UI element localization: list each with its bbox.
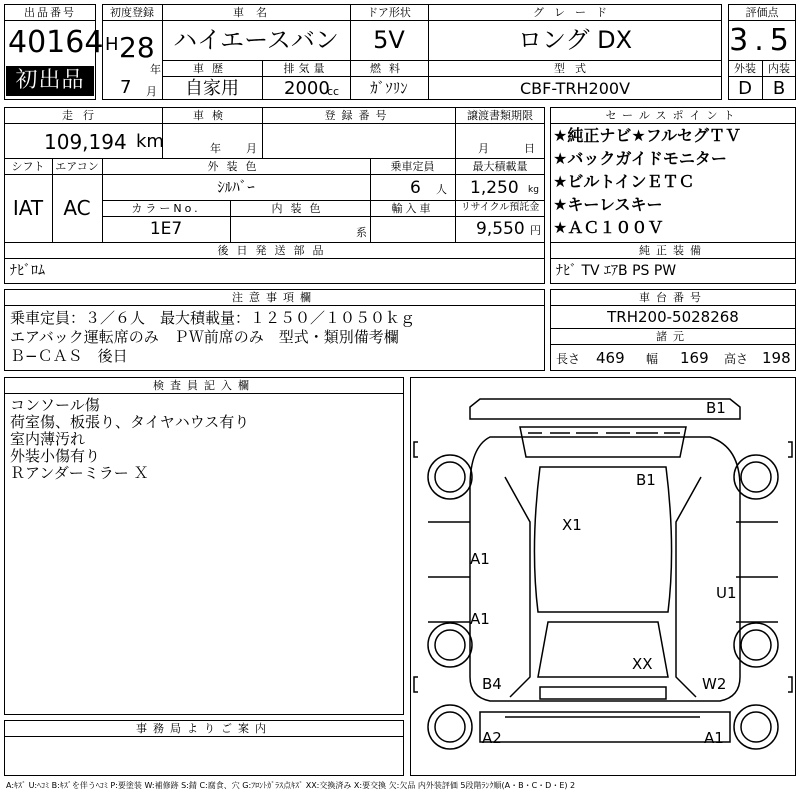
length-value: 469 [596,349,625,367]
sales-point-5: ★ＡＣ１００Ｖ [553,218,664,237]
notes-label: 注意事項欄 [232,291,317,304]
damage-mark-a1-bottom: A1 [704,729,724,747]
interior-color-label: 内装色 [271,202,329,215]
damage-legend: A:ｷｽﾞ U:ﾍｺﾐ B:ｷｽﾞを伴うﾍｺﾐ P:要塗装 W:補修跡 S:錆 C:腐食、穴 G:ﾌﾛﾝﾄｶﾞﾗｽ点ｷｽﾞ XX:交換済み X:要交換 欠:欠品 内外装評価 5段階ﾗﾝｸ順(A・B・C・D・E) 2 [6,781,576,790]
door-value: 5V [373,26,405,54]
car-name: ハイエースバン [173,26,339,54]
sales-point-3: ★ビルトインＥＴＣ [553,172,695,191]
import-label: 輸入車 [391,202,434,215]
grade-value: ロング DX [517,26,633,54]
interior-grade-value: B [772,78,786,99]
sales-points-label: セールスポイント [605,109,741,122]
shift-value: IAT [12,196,44,220]
fuel-label: 燃料 [370,62,408,75]
score-value: 3.5 [729,23,795,58]
inspector-line-3: 室内薄汚れ [10,430,86,448]
max-load-value: 1,250 [470,178,519,198]
reg-number-label: 登録番号 [324,109,393,122]
month-unit: 月 [146,85,157,98]
exterior-grade-label: 外装 [734,62,756,75]
exterior-color-label: 外装色 [207,160,265,173]
transfer-month-unit: 月 [478,142,489,155]
inspector-line-1: コンソール傷 [10,396,100,414]
door-label: ドア形状 [367,6,411,19]
ac-value: AC [63,196,91,220]
displacement-label: 排気量 [283,62,329,75]
inspection-month-unit: 月 [246,142,257,155]
era-letter: H [105,34,119,55]
first-listing-badge: 初出品 [6,66,94,96]
car-name-label: 車名 [233,6,279,19]
sales-point-2: ★バックガイドモニター [553,149,727,168]
fuel-value: ｶﾞｿﾘﾝ [370,79,408,97]
specs-label: 諸元 [656,330,690,343]
office-label: 事務局よりご案内 [136,722,272,735]
displacement-value: 2000 [284,78,330,99]
width-value: 169 [680,349,709,367]
recycle-value: 9,550 [476,219,525,239]
first-reg-label: 初度登録 [110,6,154,19]
damage-mark-w2: W2 [702,675,727,693]
length-label: 長さ [556,352,581,366]
model-code-label: 型式 [554,62,596,75]
damage-mark-a2: A2 [482,729,502,747]
equipment-label: 純正装備 [639,244,707,257]
reg-year: 28 [119,31,155,64]
damage-mark-a1-lower: A1 [470,610,490,628]
exterior-grade-value: D [738,78,752,99]
displacement-unit: cc [327,85,340,98]
notes-line-1: 乗車定員：３／６人 最大積載量：１２５０／１０５０ｋｇ [10,309,416,327]
damage-mark-u1: U1 [716,584,737,602]
score-label: 評価点 [745,6,779,19]
damage-mark-a1-upper: A1 [470,550,490,568]
chassis-number: TRH200-5028268 [607,308,739,326]
delivery-parts-value: ﾅﾋﾞﾛﾑ [10,263,45,279]
damage-mark-b1-top: B1 [706,399,726,417]
mileage-unit: km [136,131,164,152]
transfer-deadline-label: 譲渡書類期限 [467,109,533,122]
lot-label: 出品番号 [24,6,76,19]
inspector-line-5: Ｒアンダーミラー Ｘ [10,464,149,482]
damage-mark-xx: XX [632,655,653,673]
exterior-color-value: ｼﾙﾊﾞｰ [217,178,255,196]
lot-number: 40164 [8,25,104,60]
inspection-year-unit: 年 [210,142,221,155]
notes-line-2: エアバック運転席のみ ＰＷ前席のみ 型式・類別備考欄 [10,328,399,346]
capacity-value: 6 [410,178,421,198]
chassis-label: 車台番号 [639,291,707,304]
color-no-label: カラーNo. [131,202,201,215]
interior-grade-label: 内装 [768,62,790,75]
reg-month: 7 [120,77,132,98]
max-load-unit: kg [528,185,539,195]
transfer-day-unit: 日 [524,142,535,155]
sales-point-4: ★キーレスキー [553,195,663,214]
model-code-value: CBF-TRH200V [519,79,631,98]
mileage-value: 109,194 [44,130,127,154]
delivery-parts-label: 後日発送部品 [217,244,332,257]
mileage-label: 走行 [62,109,104,122]
damage-mark-b1-roof: B1 [636,471,656,489]
inspector-label: 検査員記入欄 [153,379,255,392]
max-load-label: 最大積載量 [472,160,528,173]
notes-line-3: Ｂ−ＣＡＳ 後日 [10,347,128,365]
capacity-unit: 人 [436,183,447,196]
grade-label: グレード [533,6,617,19]
inspection-label: 車検 [193,109,231,122]
interior-color-unit: 系 [356,226,367,239]
recycle-label: リサイクル預託金 [460,202,540,213]
recycle-unit: 円 [530,224,541,237]
history-label: 車歴 [193,62,231,75]
damage-mark-b4: B4 [482,675,502,693]
sales-point-1: ★純正ナビ★フルセグＴＶ [553,126,742,145]
capacity-label: 乗車定員 [390,160,435,173]
history-value: 自家用 [185,78,239,99]
color-no-value: 1E7 [149,219,183,239]
ac-label: エアコン [55,160,99,173]
equipment-value: ﾅﾋﾞ TV ｴｱB PS PW [556,263,677,279]
inspector-line-2: 荷室傷、板張り、タイヤハウス有り [10,413,250,431]
damage-mark-x1: X1 [562,516,582,534]
car-outline-diagram [410,377,796,776]
inspector-line-4: 外装小傷有り [10,447,101,465]
shift-label: シフト [11,160,45,173]
year-unit: 年 [150,63,161,76]
height-label: 高さ [724,352,749,366]
height-value: 198 [762,349,791,367]
width-label: 幅 [646,352,659,366]
